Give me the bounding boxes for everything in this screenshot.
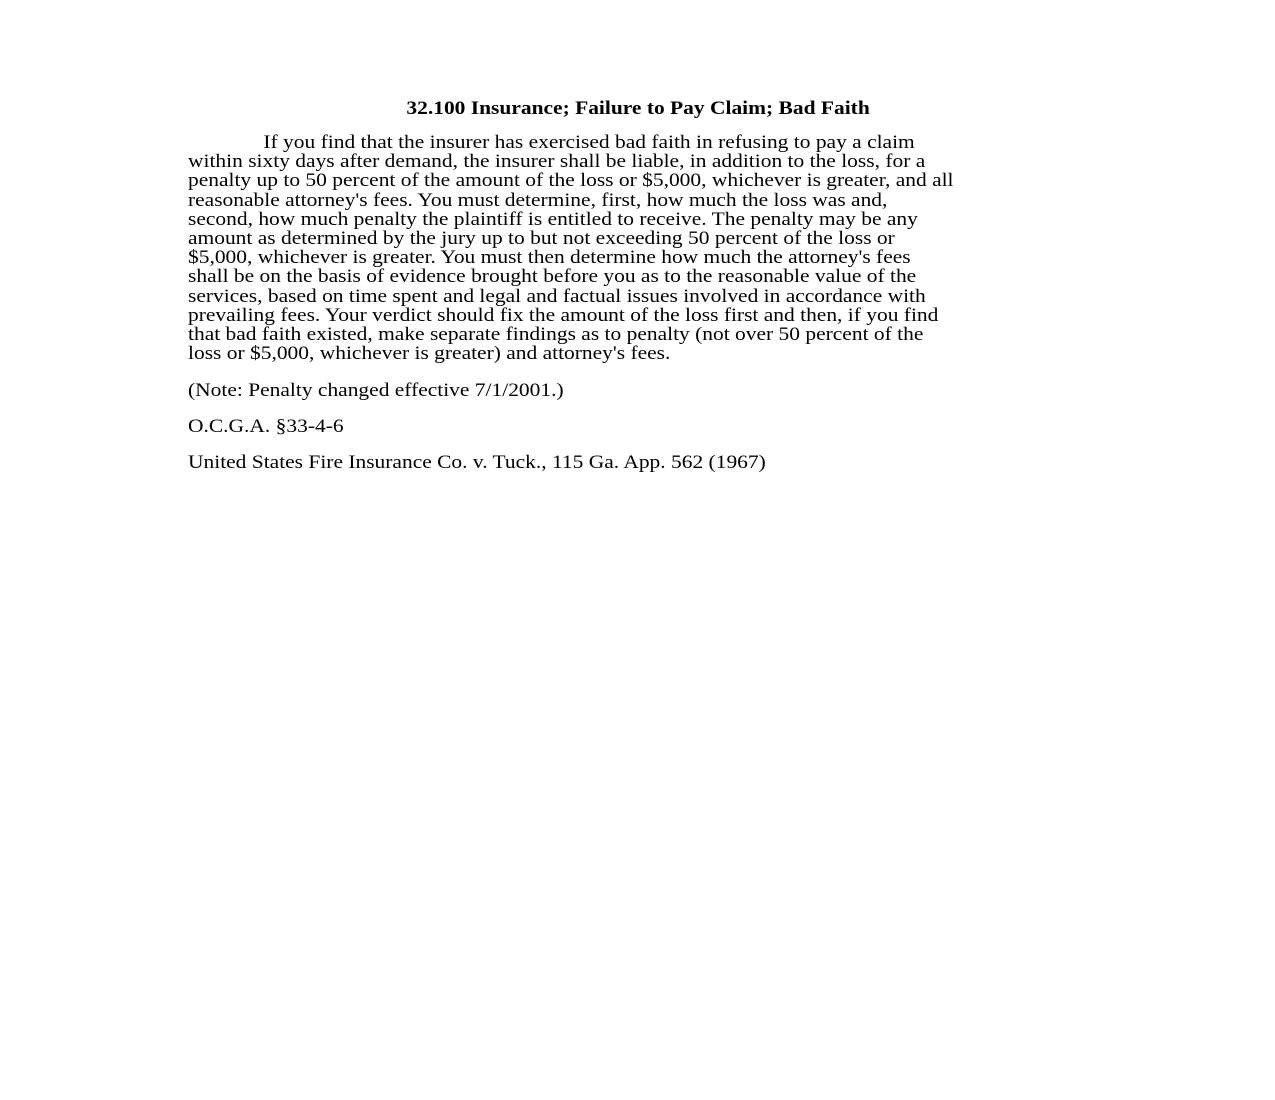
paragraph-line: that bad faith existed, make separate findings as to penalty (not over 50 percent of the [188,325,924,346]
paragraph-line: loss or $5,000, whichever is greater) and attorney's fees. [188,344,671,365]
document-title: 32.100 Insurance; Failure to Pay Claim; Bad Faith [406,99,870,119]
paragraph-line: $5,000, whichever is greater. You must then determine how much the attorney's fees [188,248,911,269]
paragraph-line: reasonable attorney's fees. You must determine, first, how much the loss was and, [188,190,888,211]
body-paragraph [188,134,954,364]
case-citation: United States Fire Insurance Co. v. Tuck., 115 Ga. App. 562 (1967) [188,453,766,473]
statute-reference: O.C.G.A. §33-4-6 [188,417,344,437]
paragraph-line: penalty up to 50 percent of the amount of the loss or $5,000, whichever is greater, and all [188,171,954,192]
paragraph-line: amount as determined by the jury up to but not exceeding 50 percent of the loss or [188,229,895,250]
paragraph-line: services, based on time spent and legal and factual issues involved in accordance with [188,286,926,307]
paragraph-line: shall be on the basis of evidence brought before you as to the reasonable value of the [188,267,917,288]
paragraph-line: second, how much penalty the plaintiff is entitled to receive. The penalty may be any [188,209,918,230]
penalty-note: (Note: Penalty changed effective 7/1/2001.) [188,381,564,401]
paragraph-line: If you find that the insurer has exercised bad faith in refusing to pay a claim [263,133,915,153]
paragraph-line: within sixty days after demand, the insurer shall be liable, in addition to the loss, for a [188,152,926,173]
paragraph-line: prevailing fees. Your verdict should fix the amount of the loss first and then, if you find [188,305,939,326]
